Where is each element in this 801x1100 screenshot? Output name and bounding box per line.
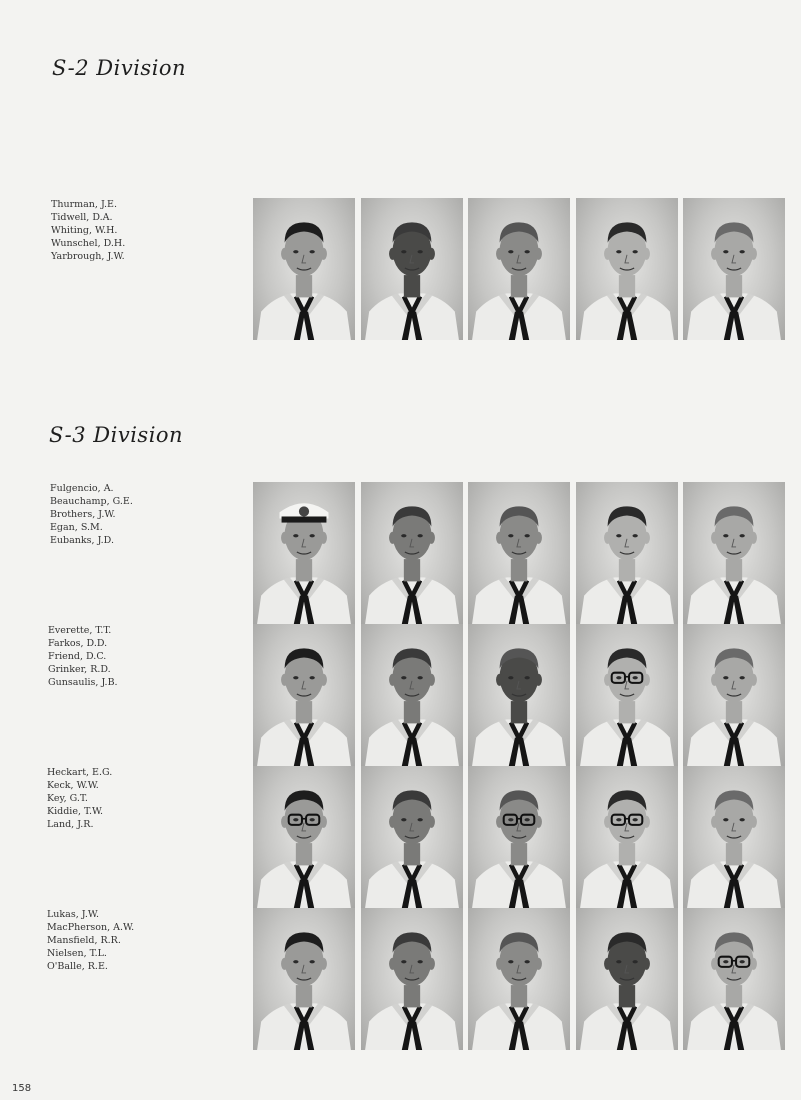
roster-name: Fulgencio, A. [50, 483, 114, 494]
portrait-photo [253, 198, 355, 340]
roster-name: Tidwell, D.A. [51, 212, 113, 223]
roster-name: Yarbrough, J.W. [51, 251, 125, 262]
roster-name: Friend, D.C. [48, 651, 107, 662]
portrait-photo [253, 482, 355, 624]
portrait-photo [576, 908, 678, 1050]
roster-name: Everette, T.T. [48, 625, 112, 636]
portrait-photo [468, 482, 570, 624]
roster-name: Kiddie, T.W. [47, 806, 104, 817]
portrait-photo [361, 624, 463, 766]
roster-name: Thurman, J.E. [51, 199, 117, 210]
roster-name: O'Balle, R.E. [47, 961, 108, 972]
roster-name: Gunsaulis, J.B. [48, 677, 118, 688]
portrait-photo [683, 766, 785, 908]
portrait-photo [683, 624, 785, 766]
name-list [50, 482, 133, 547]
portrait-photo [361, 908, 463, 1050]
portrait-photo [253, 766, 355, 908]
portrait-photo [683, 908, 785, 1050]
roster-name: Heckart, E.G. [47, 767, 113, 778]
portrait-photo [361, 482, 463, 624]
roster-name: Nielsen, T.L. [47, 948, 107, 959]
name-list [47, 766, 112, 831]
portrait-photo [576, 766, 678, 908]
roster-name: Lukas, J.W. [47, 909, 99, 920]
roster-name: Egan, S.M. [50, 522, 103, 533]
division-title-s3: S-3 Division [49, 423, 184, 447]
roster-name: Wunschel, D.H. [51, 238, 126, 249]
roster-name: MacPherson, A.W. [47, 922, 135, 933]
portrait-photo [576, 198, 678, 340]
portrait-photo [253, 908, 355, 1050]
portrait-photo [468, 766, 570, 908]
roster-name: Eubanks, J.D. [50, 535, 114, 546]
roster-name: Grinker, R.D. [48, 664, 111, 675]
portrait-photo [468, 198, 570, 340]
portrait-photo [683, 482, 785, 624]
roster-name: Whiting, W.H. [51, 225, 118, 236]
name-list [47, 908, 134, 973]
portrait-photo [576, 624, 678, 766]
portrait-photo [361, 198, 463, 340]
roster-name: Farkos, D.D. [48, 638, 108, 649]
portrait-photo [468, 624, 570, 766]
roster-name: Land, J.R. [47, 819, 94, 830]
portrait-photo [683, 198, 785, 340]
roster-name: Key, G.T. [47, 793, 88, 804]
page-number: 158 [12, 1083, 32, 1094]
roster-name: Keck, W.W. [47, 780, 99, 791]
division-title-s2: S-2 Division [52, 56, 187, 80]
portrait-photo [576, 482, 678, 624]
name-list [48, 624, 118, 689]
portrait-photo [468, 908, 570, 1050]
roster-name: Brothers, J.W. [50, 509, 116, 520]
portrait-photo [253, 624, 355, 766]
portrait-photo [361, 766, 463, 908]
name-list [51, 198, 125, 263]
roster-name: Beauchamp, G.E. [50, 496, 133, 507]
roster-name: Mansfield, R.R. [47, 935, 121, 946]
